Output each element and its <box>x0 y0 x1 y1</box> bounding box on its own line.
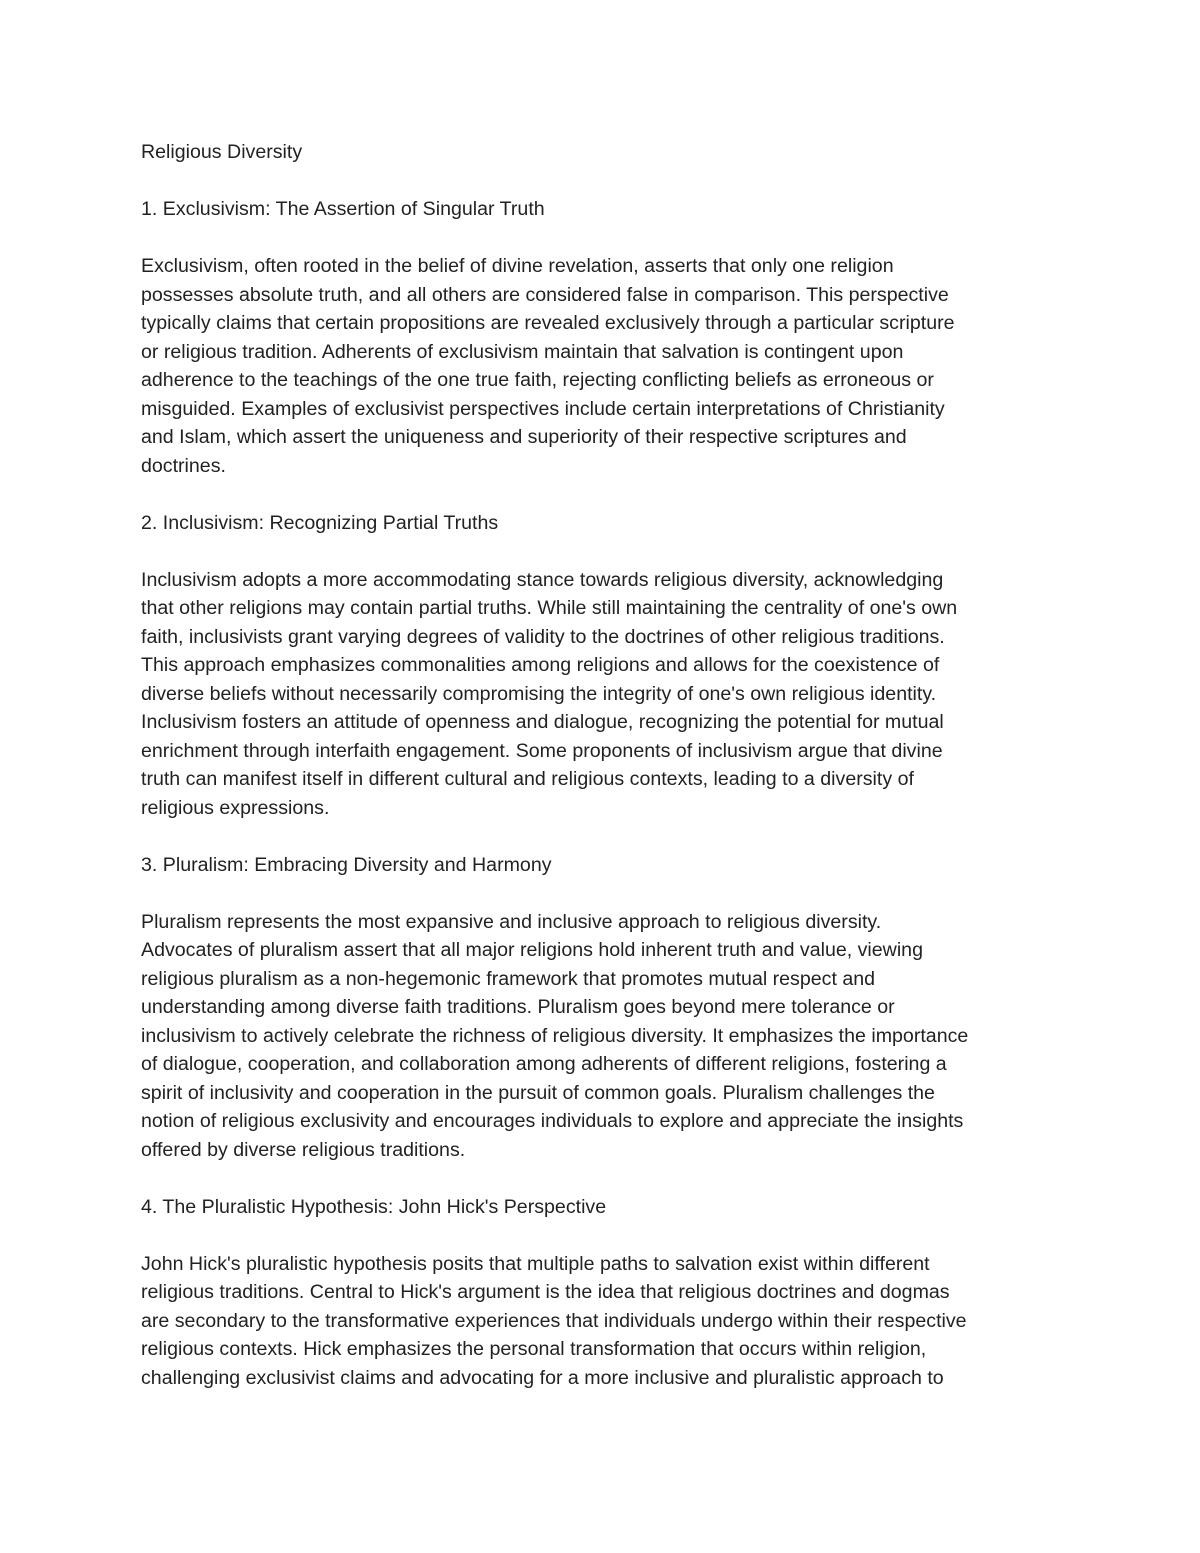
body-line: This approach emphasizes commonalities among religions and allows for the coexistence of <box>141 654 940 676</box>
body-line: enrichment through interfaith engagement. Some proponents of inclusivism argue that divine <box>141 739 943 762</box>
document-title: Religious Diversity <box>141 141 303 163</box>
body-line: diverse beliefs without necessarily compromising the integrity of one's own religious identity. <box>141 682 937 705</box>
body-line: adherence to the teachings of the one true faith, rejecting conflicting beliefs as erroneous or <box>141 369 934 391</box>
section-heading: 2. Inclusivism: Recognizing Partial Truths <box>141 511 499 534</box>
body-line: offered by diverse religious traditions. <box>141 1138 466 1161</box>
body-line: misguided. Examples of exclusivist perspectives include certain interpretations of Christianity <box>141 397 945 420</box>
body-line: Inclusivism fosters an attitude of openness and dialogue, recognizing the potential for mutual <box>141 711 944 733</box>
section-body <box>141 1250 1056 1393</box>
body-line: truth can manifest itself in different cultural and religious contexts, leading to a diversity of <box>141 768 914 790</box>
body-line: Pluralism represents the most expansive and inclusive approach to religious diversity. <box>141 910 882 933</box>
body-line: that other religions may contain partial truths. While still maintaining the centrality of one's own <box>141 597 958 619</box>
body-line: challenging exclusivist claims and advocating for a more inclusive and pluralistic approach to <box>141 1366 944 1389</box>
body-line: understanding among diverse faith traditions. Pluralism goes beyond mere tolerance or <box>141 996 895 1018</box>
body-line: Advocates of pluralism assert that all major religions hold inherent truth and value, viewing <box>141 939 923 961</box>
section-inclusivism <box>141 509 1056 823</box>
section-pluralism <box>141 851 1056 1165</box>
section-exclusivism <box>141 195 1056 480</box>
section-body <box>141 252 1056 480</box>
body-line: and Islam, which assert the uniqueness and superiority of their respective scriptures and <box>141 426 907 448</box>
body-line: typically claims that certain propositions are revealed exclusively through a particular scripture <box>141 312 955 334</box>
body-line: spirit of inclusivity and cooperation in the pursuit of common goals. Pluralism challenges the <box>141 1081 935 1104</box>
body-line: religious pluralism as a non-hegemonic framework that promotes mutual respect and <box>141 967 876 990</box>
section-heading: 3. Pluralism: Embracing Diversity and Harmony <box>141 853 552 876</box>
body-line: notion of religious exclusivity and encourages individuals to explore and appreciate the insights <box>141 1110 964 1132</box>
body-line: inclusivism to actively celebrate the richness of religious diversity. It emphasizes the importance <box>141 1024 969 1047</box>
section-body <box>141 908 1056 1165</box>
section-heading: 1. Exclusivism: The Assertion of Singular Truth <box>141 198 545 220</box>
body-line: Exclusivism, often rooted in the belief of divine revelation, asserts that only one religion <box>141 255 894 277</box>
body-line: of dialogue, cooperation, and collaboration among adherents of different religions, fostering a <box>141 1053 947 1075</box>
body-line: religious expressions. <box>141 796 330 819</box>
body-line: Inclusivism adopts a more accommodating stance towards religious diversity, acknowledging <box>141 568 944 591</box>
body-line: religious traditions. Central to Hick's argument is the idea that religious doctrines and dogmas <box>141 1281 950 1303</box>
body-line: possesses absolute truth, and all others are considered false in comparison. This perspective <box>141 283 949 306</box>
section-pluralistic-hypothesis <box>141 1193 1056 1393</box>
body-line: are secondary to the transformative experiences that individuals undergo within their respective <box>141 1309 967 1332</box>
section-body <box>141 566 1056 823</box>
body-line: John Hick's pluralistic hypothesis posits that multiple paths to salvation exist within different <box>141 1252 930 1275</box>
section-heading: 4. The Pluralistic Hypothesis: John Hick's Perspective <box>141 1195 607 1218</box>
body-line: faith, inclusivists grant varying degrees of validity to the doctrines of other religious traditions. <box>141 625 945 648</box>
body-line: religious contexts. Hick emphasizes the personal transformation that occurs within religion, <box>141 1338 927 1360</box>
body-line: doctrines. <box>141 454 226 477</box>
document-page <box>141 138 1056 1421</box>
body-line: or religious tradition. Adherents of exclusivism maintain that salvation is contingent upon <box>141 340 904 363</box>
